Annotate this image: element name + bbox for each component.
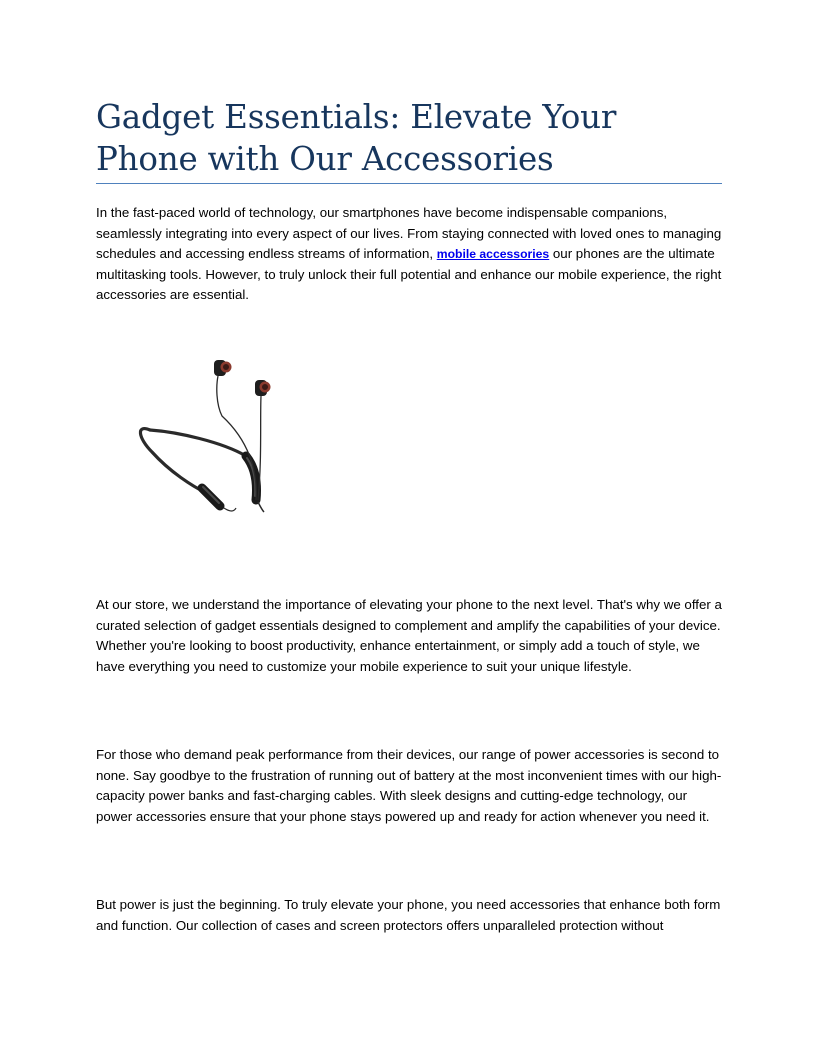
mobile-accessories-link[interactable]: mobile accessories	[436, 247, 550, 262]
intro-text-after-link: our phones are the ultimate multitasking tools. However, to truly unlock their full potential and enhance our mobile experience, the right accessories are essential.	[96, 246, 722, 303]
body-paragraph-3: But power is just the beginning. To truly elevate your phone, you need accessories that enhance both form and function. Our collection of cases and screen protectors offers unparalleled protection without	[96, 897, 721, 933]
body-paragraph-2: For those who demand peak performance from their devices, our range of power accessories is second to none. Say goodbye to the frustration of running out of battery at the most inconvenient times with our high-capacity power banks and fast-charging cables. With sleek designs and cutting-edge technology, our power accessories ensure that your phone stays powered up and ready for action whenever you need it.	[96, 747, 722, 824]
title-divider	[96, 183, 722, 184]
intro-paragraph	[96, 203, 724, 306]
body-paragraph-1: At our store, we understand the importance of elevating your phone to the next level. That's why we offer a curated selection of gadget essentials designed to complement and amplify the capabilities of your device. Whether you're looking to boost productivity, enhance entertainment, or simply add a touch of style, we have everything you need to customize your mobile experience to suit your unique lifestyle.	[96, 597, 722, 674]
intro-text-before-link: In the fast-paced world of technology, our smartphones have become indispensable companions, seamlessly integrating into every aspect of our lives. From staying connected with loved ones to managing schedules and accessing endless streams of information,	[96, 205, 722, 262]
neckband-earphones-icon	[130, 350, 290, 520]
neckband-earphones-image	[130, 350, 290, 520]
page-title: Gadget Essentials: Elevate Your Phone with Our Accessories	[96, 98, 617, 178]
